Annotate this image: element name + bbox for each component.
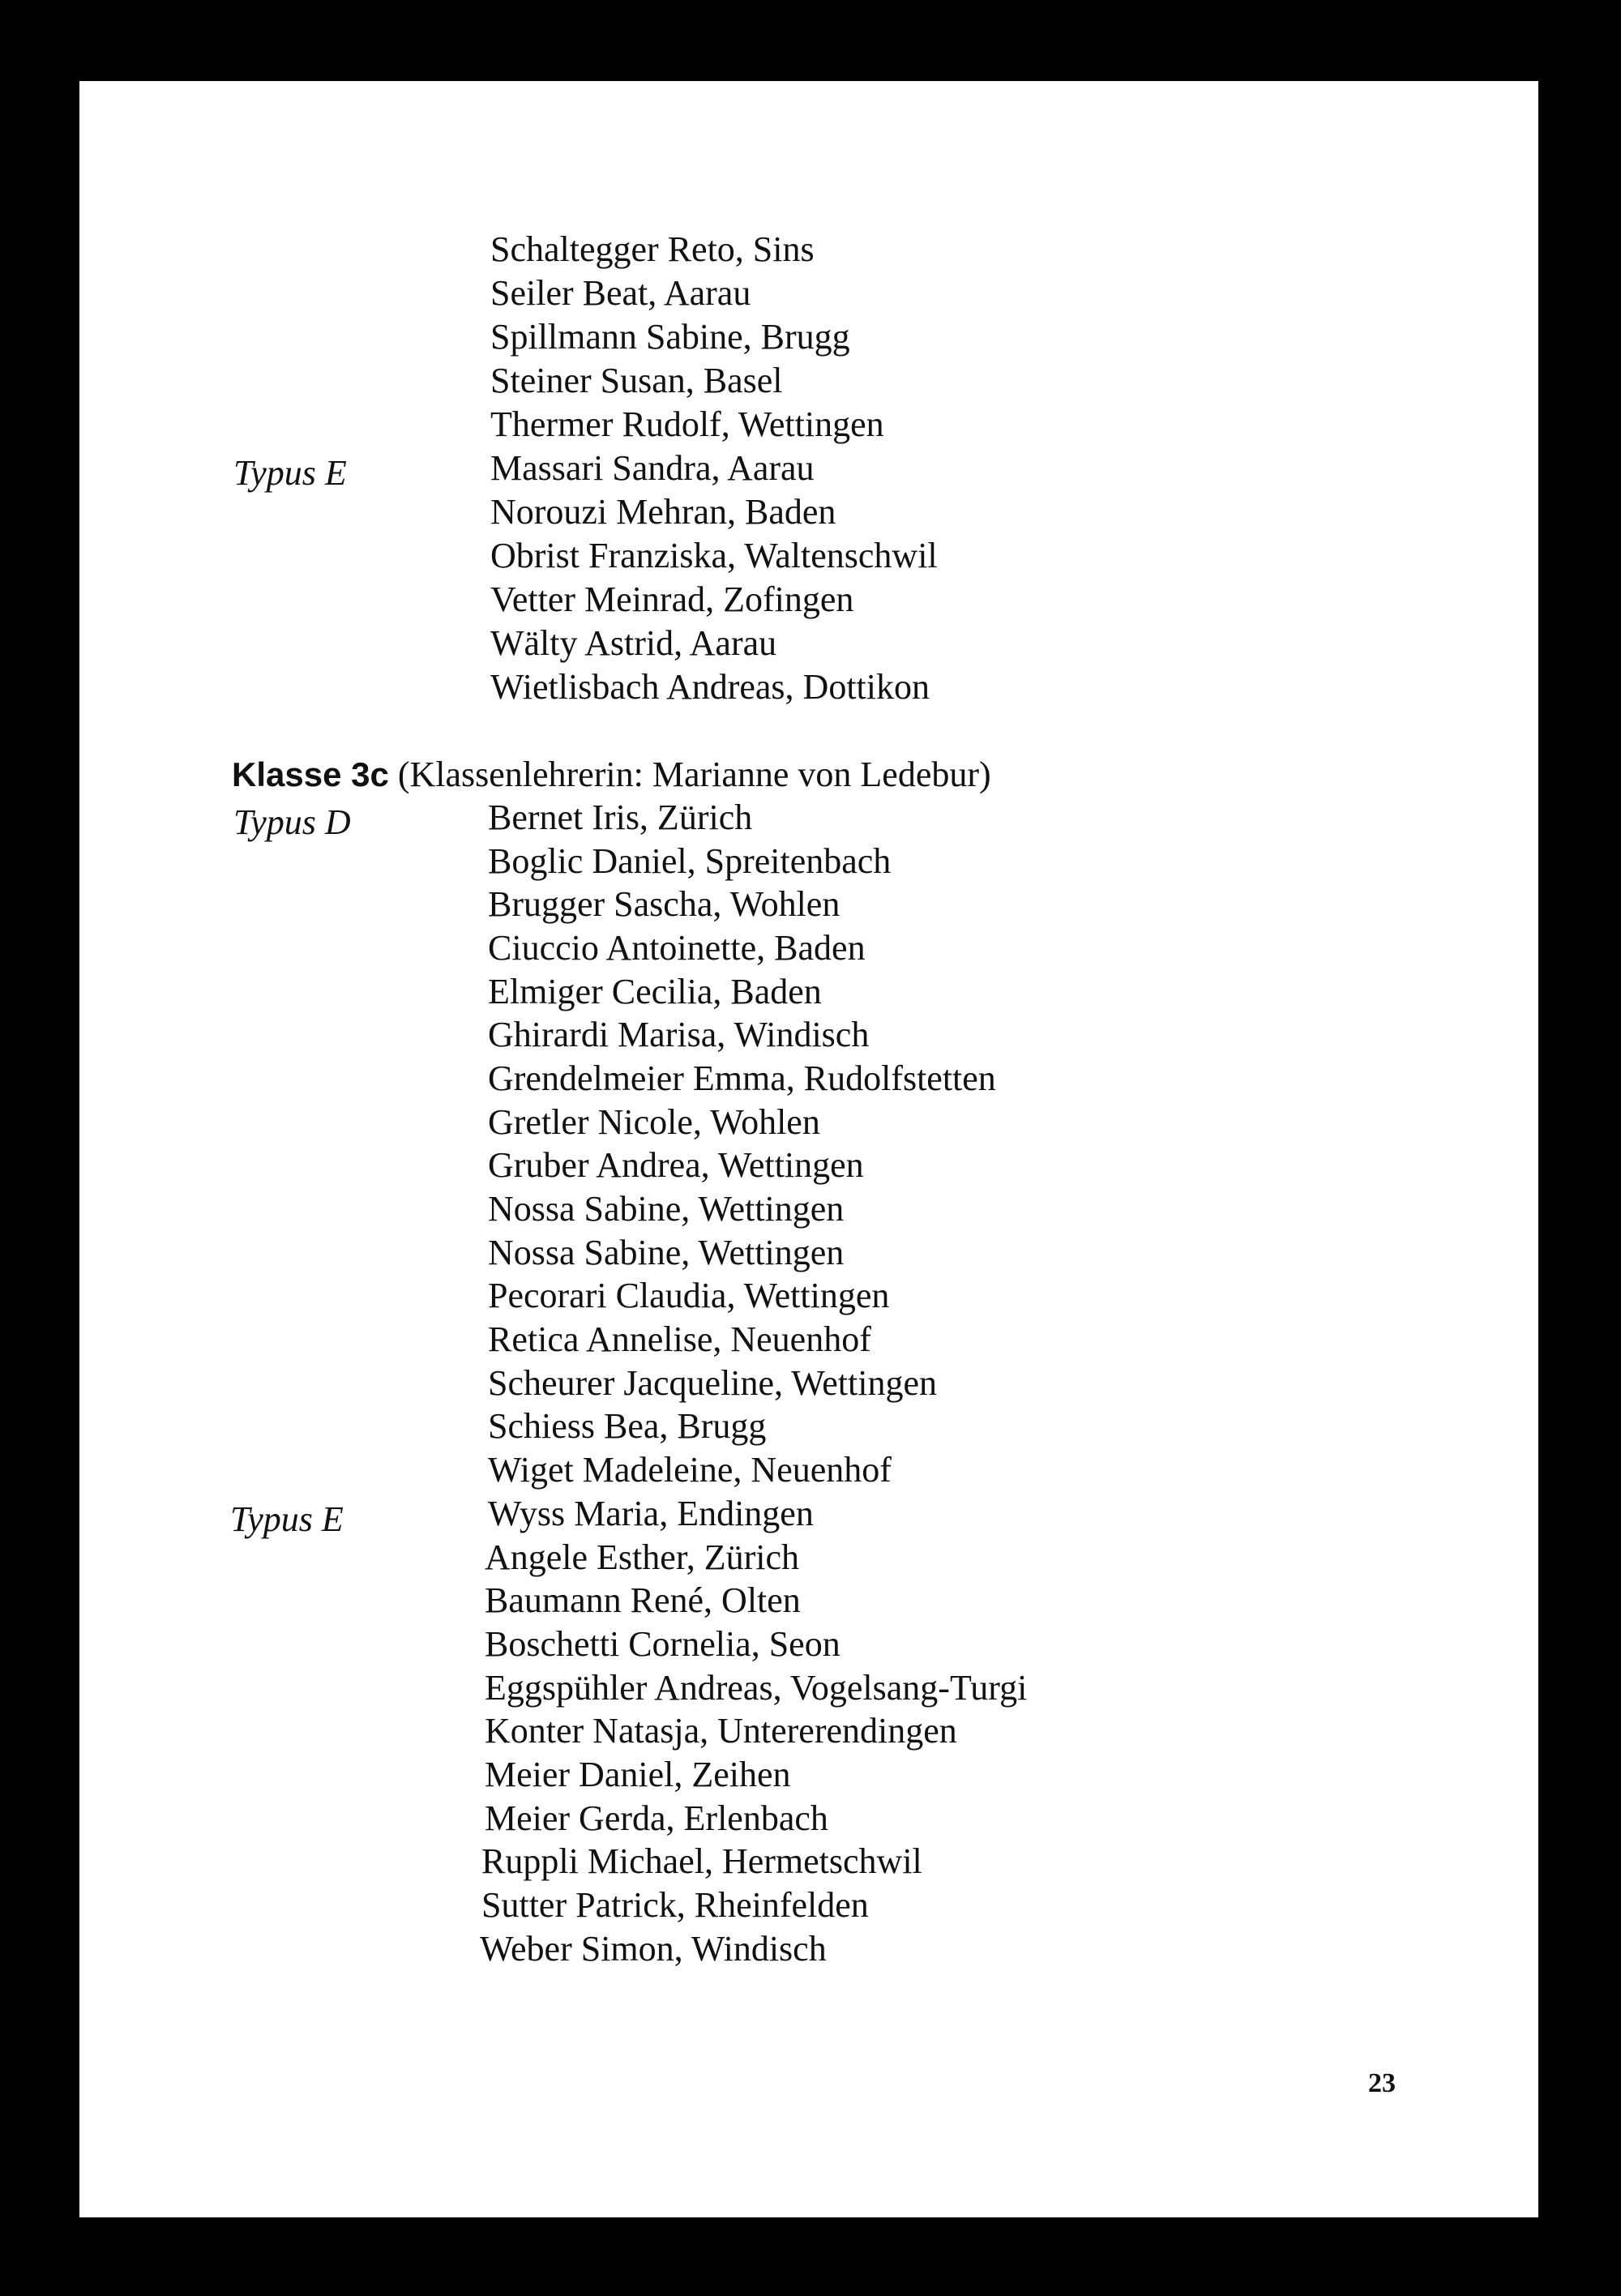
- typus-e-label: Typus E: [230, 1499, 344, 1539]
- list-item: Wiget Madeleine, Neuenhof: [488, 1450, 892, 1490]
- list-item: Ghirardi Marisa, Windisch: [488, 1015, 870, 1054]
- list-item: Meier Daniel, Zeihen: [485, 1755, 791, 1794]
- class-teacher: (Klassenlehrerin: Marianne von Ledebur): [397, 755, 991, 794]
- document-page: [79, 81, 1538, 2217]
- list-item: Norouzi Mehran, Baden: [490, 492, 836, 532]
- list-item: Massari Sandra, Aarau: [490, 448, 815, 488]
- list-item: Grendelmeier Emma, Rudolfstetten: [488, 1058, 996, 1098]
- list-item: Sutter Patrick, Rheinfelden: [481, 1885, 869, 1925]
- list-item: Spillmann Sabine, Brugg: [490, 317, 850, 357]
- list-item: Weber Simon, Windisch: [480, 1929, 827, 1969]
- list-item: Wyss Maria, Endingen: [488, 1494, 814, 1533]
- list-item: Boschetti Cornelia, Seon: [485, 1624, 840, 1664]
- list-item: Obrist Franziska, Waltenschwil: [490, 536, 938, 575]
- list-item: Seiler Beat, Aarau: [490, 273, 751, 313]
- page-number: 23: [1368, 2068, 1396, 2098]
- list-item: Scheurer Jacqueline, Wettingen: [488, 1363, 937, 1403]
- list-item: Pecorari Claudia, Wettingen: [488, 1276, 890, 1315]
- class-title: Klasse 3c: [232, 755, 389, 793]
- class-heading: [232, 754, 991, 795]
- list-item: Boglic Daniel, Spreitenbach: [488, 841, 892, 881]
- list-item: Brugger Sascha, Wohlen: [488, 884, 840, 924]
- list-item: Elmiger Cecilia, Baden: [488, 972, 822, 1011]
- list-item: Konter Natasja, Untererendingen: [485, 1711, 957, 1751]
- list-item: Nossa Sabine, Wettingen: [488, 1233, 845, 1272]
- list-item: Gretler Nicole, Wohlen: [488, 1102, 820, 1142]
- typus-d-label: Typus D: [233, 802, 351, 842]
- list-item: Wietlisbach Andreas, Dottikon: [490, 667, 930, 707]
- list-item: Vetter Meinrad, Zofingen: [490, 579, 854, 619]
- list-item: Ruppli Michael, Hermetschwil: [481, 1841, 922, 1881]
- list-item: Thermer Rudolf, Wettingen: [490, 404, 884, 444]
- list-item: Gruber Andrea, Wettingen: [488, 1145, 864, 1185]
- list-item: Meier Gerda, Erlenbach: [485, 1798, 828, 1838]
- list-item: Wälty Astrid, Aarau: [490, 623, 777, 663]
- list-item: Angele Esther, Zürich: [485, 1537, 799, 1577]
- typus-e-label: Typus E: [233, 453, 347, 493]
- list-item: Schiess Bea, Brugg: [488, 1406, 767, 1446]
- list-item: Retica Annelise, Neuenhof: [488, 1319, 871, 1359]
- list-item: Schaltegger Reto, Sins: [490, 229, 815, 269]
- list-item: Bernet Iris, Zürich: [488, 797, 753, 837]
- list-item: Steiner Susan, Basel: [490, 361, 783, 400]
- list-item: Eggspühler Andreas, Vogelsang-Turgi: [485, 1668, 1028, 1708]
- list-item: Ciuccio Antoinette, Baden: [488, 928, 866, 968]
- list-item: Baumann René, Olten: [485, 1580, 801, 1620]
- list-item: Nossa Sabine, Wettingen: [488, 1189, 845, 1229]
